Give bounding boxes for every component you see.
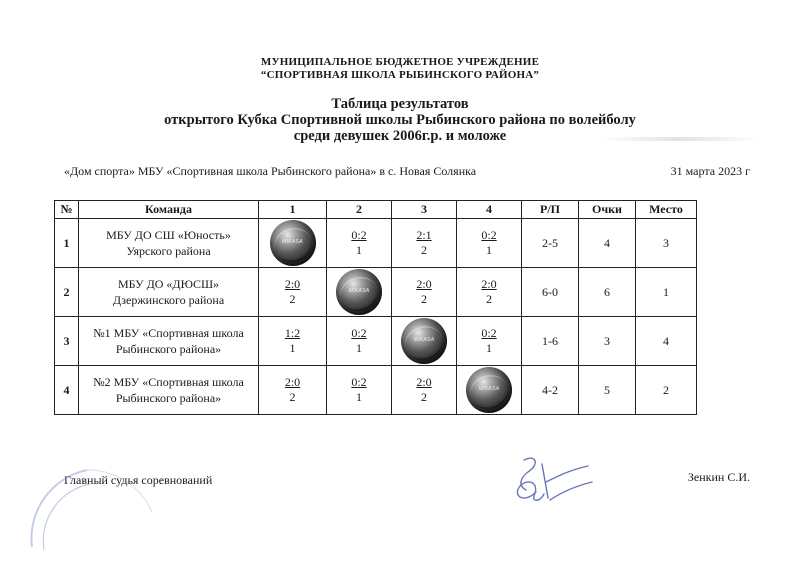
total-points: 3 bbox=[579, 317, 636, 366]
table-row bbox=[55, 268, 697, 317]
column-header: Место bbox=[636, 201, 697, 219]
match-score bbox=[457, 219, 522, 268]
set-score: 0:2 bbox=[351, 228, 367, 242]
column-header: 3 bbox=[392, 201, 457, 219]
score bbox=[285, 277, 300, 307]
team-name bbox=[79, 268, 259, 317]
team-name bbox=[79, 366, 259, 415]
venue-line bbox=[64, 164, 750, 180]
venue: «Дом спорта» МБУ «Спортивная школа Рыбинского района» в с. Новая Солянка bbox=[64, 164, 477, 178]
match-points: 2 bbox=[289, 292, 296, 306]
match-points: 1 bbox=[486, 243, 492, 257]
match-score bbox=[392, 219, 457, 268]
place: 3 bbox=[636, 219, 697, 268]
team-name-line-1: №2 МБУ «Спортивная школа bbox=[93, 375, 244, 389]
set-score: 2:0 bbox=[481, 277, 497, 291]
match-score bbox=[327, 366, 392, 415]
match-points: 1 bbox=[289, 341, 296, 355]
org-line-2: “СПОРТИВНАЯ ШКОЛА РЫБИНСКОГО РАЙОНА” bbox=[260, 69, 540, 81]
sets-ratio: 1-6 bbox=[522, 317, 579, 366]
total-points: 5 bbox=[579, 366, 636, 415]
match-points: 1 bbox=[356, 243, 362, 257]
row-number: 4 bbox=[55, 366, 79, 415]
set-score: 2:0 bbox=[416, 375, 432, 389]
place: 2 bbox=[636, 366, 697, 415]
match-score bbox=[457, 268, 522, 317]
header-row bbox=[55, 201, 697, 219]
match-points: 2 bbox=[421, 390, 427, 404]
volleyball-icon bbox=[270, 220, 316, 266]
column-header: Очки bbox=[579, 201, 636, 219]
judge-name: Зенкин С.И. bbox=[687, 470, 750, 484]
score bbox=[416, 228, 431, 258]
score bbox=[416, 375, 431, 405]
set-score: 0:2 bbox=[481, 326, 497, 340]
score bbox=[285, 375, 300, 405]
column-header: 2 bbox=[327, 201, 392, 219]
diagonal-cell bbox=[327, 268, 392, 317]
set-score: 2:0 bbox=[284, 375, 301, 389]
score bbox=[481, 326, 496, 356]
match-points: 1 bbox=[356, 390, 362, 404]
score bbox=[481, 277, 496, 307]
faint-scan-mark bbox=[600, 137, 760, 141]
team-name-line-1: МБУ ДО СШ «Юность» bbox=[106, 228, 231, 242]
ball-logo: MIKASA bbox=[478, 386, 500, 392]
total-points: 4 bbox=[579, 219, 636, 268]
diagonal-cell bbox=[457, 366, 522, 415]
ball-logo: MIKASA bbox=[348, 288, 370, 294]
score bbox=[285, 326, 300, 356]
place: 4 bbox=[636, 317, 697, 366]
sets-ratio: 2-5 bbox=[522, 219, 579, 268]
event-date: 31 марта 2023 г bbox=[670, 164, 750, 178]
volleyball-icon bbox=[401, 318, 447, 364]
judge-label: Главный судья соревнований bbox=[64, 473, 213, 487]
place: 1 bbox=[636, 268, 697, 317]
table-row bbox=[55, 219, 697, 268]
set-score: 0:2 bbox=[351, 326, 367, 340]
match-score bbox=[259, 317, 327, 366]
team-name-line-1: №1 МБУ «Спортивная школа bbox=[93, 326, 244, 340]
team-name-line-2: Дзержинского района bbox=[112, 293, 225, 307]
match-score bbox=[327, 317, 392, 366]
column-header: № bbox=[55, 201, 79, 219]
row-number: 1 bbox=[55, 219, 79, 268]
score bbox=[351, 375, 366, 405]
sets-ratio: 4-2 bbox=[522, 366, 579, 415]
match-score bbox=[392, 268, 457, 317]
team-name-line-2: Рыбинского района» bbox=[115, 391, 222, 405]
title-line-3: среди девушек 2006г.р. и моложе bbox=[293, 128, 507, 144]
match-points: 2 bbox=[421, 243, 427, 257]
volleyball-icon bbox=[466, 367, 512, 413]
organization-header bbox=[0, 56, 800, 82]
row-number: 2 bbox=[55, 268, 79, 317]
ball-logo: MIKASA bbox=[282, 239, 303, 245]
set-score: 2:1 bbox=[416, 228, 432, 242]
stamp-icon bbox=[12, 452, 162, 562]
diagonal-cell bbox=[259, 219, 327, 268]
column-header: 1 bbox=[259, 201, 327, 219]
team-name-line-1: МБУ ДО «ДЮСШ» bbox=[117, 277, 220, 291]
results-table bbox=[54, 200, 697, 415]
team-name-line-2: Рыбинского района» bbox=[115, 342, 222, 356]
match-points: 2 bbox=[289, 390, 296, 404]
match-score bbox=[457, 317, 522, 366]
match-score bbox=[327, 219, 392, 268]
column-header: Р/П bbox=[522, 201, 579, 219]
team-name bbox=[79, 219, 259, 268]
column-header: 4 bbox=[457, 201, 522, 219]
score bbox=[481, 228, 496, 258]
set-score: 0:2 bbox=[351, 375, 367, 389]
set-score: 0:2 bbox=[481, 228, 497, 242]
volleyball-icon bbox=[336, 269, 382, 315]
team-name-line-2: Уярского района bbox=[126, 244, 211, 258]
score bbox=[416, 277, 431, 307]
row-number: 3 bbox=[55, 317, 79, 366]
set-score: 1:2 bbox=[284, 326, 301, 340]
match-points: 2 bbox=[421, 292, 427, 306]
score bbox=[351, 228, 366, 258]
table-row bbox=[55, 317, 697, 366]
match-score bbox=[259, 366, 327, 415]
table-row bbox=[55, 366, 697, 415]
column-header: Команда bbox=[79, 201, 259, 219]
set-score: 2:0 bbox=[284, 277, 301, 291]
ball-logo: MIKASA bbox=[413, 337, 435, 343]
diagonal-cell bbox=[392, 317, 457, 366]
match-score bbox=[259, 268, 327, 317]
title-line-1: Таблица результатов bbox=[331, 96, 469, 112]
match-points: 1 bbox=[486, 341, 492, 355]
total-points: 6 bbox=[579, 268, 636, 317]
org-line-1: МУНИЦИПАЛЬНОЕ БЮДЖЕТНОЕ УЧРЕЖДЕНИЕ bbox=[260, 56, 540, 68]
score bbox=[351, 326, 366, 356]
title-line-2: открытого Кубка Спортивной школы Рыбинского района по волейболу bbox=[164, 112, 636, 128]
sets-ratio: 6-0 bbox=[522, 268, 579, 317]
set-score: 2:0 bbox=[416, 277, 432, 291]
signature-icon bbox=[506, 452, 596, 507]
match-points: 1 bbox=[356, 341, 362, 355]
team-name bbox=[79, 317, 259, 366]
match-points: 2 bbox=[486, 292, 492, 306]
match-score bbox=[392, 366, 457, 415]
